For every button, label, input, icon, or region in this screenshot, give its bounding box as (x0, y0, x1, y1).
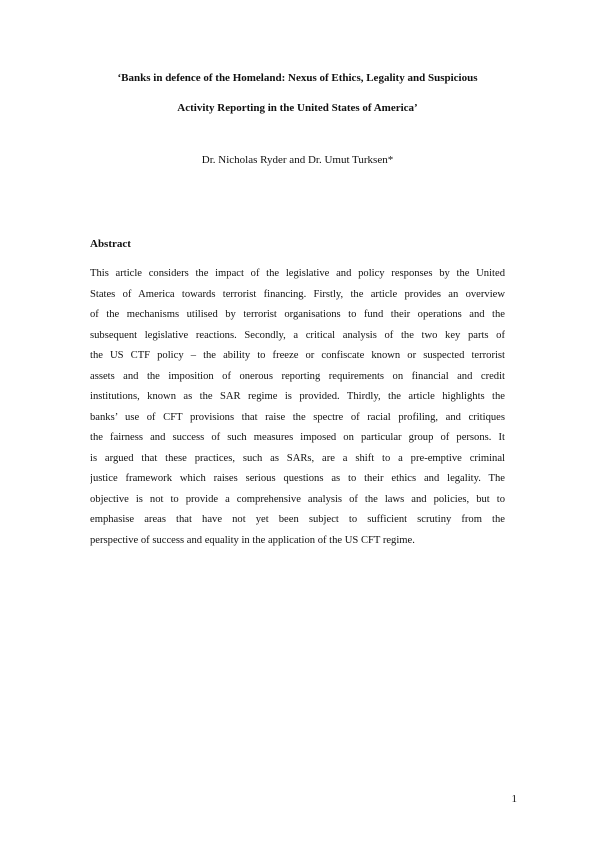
paper-authors: Dr. Nicholas Ryder and Dr. Umut Turksen* (201, 154, 394, 166)
abstract-body (90, 264, 505, 551)
page-number: 1 (511, 793, 517, 805)
abstract-line: objective is not to provide a comprehensive analysis of the laws and policies, but to (90, 493, 505, 505)
abstract-line: is argued that these practices, such as SARs, are a shift to a pre-emptive criminal (90, 452, 505, 464)
abstract-heading: Abstract (90, 238, 131, 250)
abstract-line: justice framework which raises serious questions as to their ethics and legality. The (90, 473, 505, 484)
abstract-line: the US CTF policy – the ability to freeze or confiscate known or suspected terrorist (90, 350, 505, 361)
abstract-line: perspective of success and equality in the application of the US CFT regime. (90, 534, 415, 546)
abstract-line: This article considers the impact of the legislative and policy responses by the United (90, 268, 505, 279)
abstract-line: subsequent legislative reactions. Secondly, a critical analysis of the two key parts of (90, 329, 505, 341)
abstract-line: the fairness and success of such measures imposed on particular group of persons. It (90, 432, 505, 443)
abstract-line: assets and the imposition of onerous reporting requirements on financial and credit (90, 370, 505, 382)
abstract-line: States of America towards terrorist financing. Firstly, the article provides an overview (90, 288, 505, 300)
paper-title-line-2: Activity Reporting in the United States of America’ (177, 102, 418, 114)
abstract-line: institutions, known as the SAR regime is provided. Thirdly, the article highlights the (90, 391, 505, 402)
paper-title-line-1: ‘Banks in defence of the Homeland: Nexus of Ethics, Legality and Suspicious (117, 72, 478, 84)
abstract-line: of the mechanisms utilised by terrorist organisations to fund their operations and the (90, 309, 505, 320)
abstract-line: banks’ use of CFT provisions that raise the spectre of racial profiling, and critiques (90, 411, 505, 423)
abstract-line: emphasise areas that have not yet been subject to sufficient scrutiny from the (90, 514, 505, 525)
